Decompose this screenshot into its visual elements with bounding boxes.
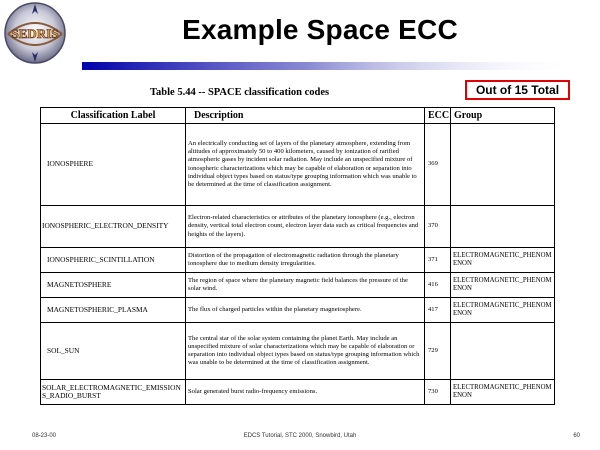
- classification-description: The central star of the solar system containing the planet Earth. May include an unspecified mixture of solar characterizations which may be capable of elaboration or separation into individual object types based on status/type grouping information which was unable to be determined at the time of classification assignment.: [186, 323, 425, 380]
- group-value: ELECTROMAGNETIC_PHENOMENON: [451, 248, 555, 273]
- table-row: [41, 206, 555, 248]
- table-row: [41, 273, 555, 298]
- table-row: [41, 323, 555, 380]
- logo-text: SEDRIS: [11, 26, 59, 41]
- classification-description: Distortion of the propagation of electromagnetic radiation through the planetary ionosphere due to medium density irregularities.: [186, 248, 425, 273]
- total-count-badge: Out of 15 Total: [465, 80, 570, 100]
- group-value: ELECTROMAGNETIC_PHENOMENON: [451, 380, 555, 405]
- ecc-code: 370: [425, 206, 451, 248]
- ecc-code: 369: [425, 124, 451, 206]
- classification-description: Solar generated burst radio-frequency emissions.: [186, 380, 425, 405]
- table-header-row: [41, 108, 555, 124]
- column-header-label: Classification Label: [41, 108, 186, 124]
- ecc-code: 371: [425, 248, 451, 273]
- table-row: [41, 124, 555, 206]
- classification-label: SOLAR_ELECTROMAGNETIC_EMISSIONS_RADIO_BURST: [41, 380, 186, 405]
- footer-page-number: 60: [573, 433, 580, 439]
- group-value: [451, 206, 555, 248]
- space-classification-table: [40, 107, 555, 405]
- column-header-group: Group: [451, 108, 555, 124]
- table-caption: Table 5.44 -- SPACE classification codes: [150, 87, 330, 98]
- ecc-code: 729: [425, 323, 451, 380]
- group-value: ELECTROMAGNETIC_PHENOMENON: [451, 298, 555, 323]
- column-header-description: Description: [186, 108, 425, 124]
- group-value: [451, 124, 555, 206]
- sedris-logo: [2, 0, 68, 64]
- ecc-code: 417: [425, 298, 451, 323]
- ecc-code: 416: [425, 273, 451, 298]
- slide-title: Example Space ECC: [182, 14, 458, 45]
- classification-label: MAGNETOSPHERIC_PLASMA: [41, 298, 186, 323]
- classification-description: The region of space where the planetary magnetic field balances the pressure of the solar wind.: [186, 273, 425, 298]
- footer-event: EDCS Tutorial, STC 2000, Snowbird, Utah: [243, 433, 357, 439]
- footer-date: 08-23-00: [32, 433, 57, 439]
- classification-description: An electrically conducting set of layers of the planetary atmosphere, extending from altitudes of approximately 50 to 400 kilometers, caused by ionization of rarified atmospheric gases by incident solar radiation. May include an unspecified mixture of ionospheric characterizations which may be capable of elaboration or separation into individual object types based on status/type grouping information which was unable to be determined at the time of classification assignment.: [186, 124, 425, 206]
- classification-label: IONOSPHERIC_ELECTRON_DENSITY: [41, 206, 186, 248]
- classification-label: IONOSPHERIC_SCINTILLATION: [41, 248, 186, 273]
- title-underline-decoration: [82, 62, 582, 72]
- ecc-code: 730: [425, 380, 451, 405]
- table-row: [41, 380, 555, 405]
- table-row: [41, 248, 555, 273]
- column-header-ecc: ECC: [425, 108, 451, 124]
- group-value: ELECTROMAGNETIC_PHENOMENON: [451, 273, 555, 298]
- classification-description: Electron-related characteristics or attributes of the planetary ionosphere (e.g., electron density, vertical total electron count, electron layer data such as critical frequencies and heights of the layers).: [186, 206, 425, 248]
- classification-label: MAGNETOSPHERE: [41, 273, 186, 298]
- table-row: [41, 298, 555, 323]
- classification-description: The flux of charged particles within the planetary magnetosphere.: [186, 298, 425, 323]
- classification-label: SOL_SUN: [41, 323, 186, 380]
- group-value: [451, 323, 555, 380]
- classification-label: IONOSPHERE: [41, 124, 186, 206]
